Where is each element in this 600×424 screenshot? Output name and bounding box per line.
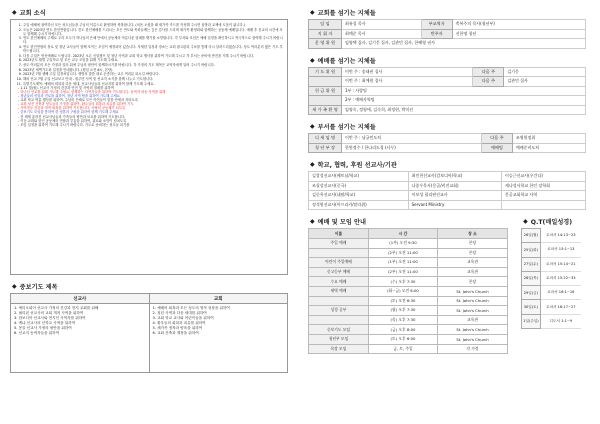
diamond-icon: ◆: [12, 283, 17, 290]
sched-col-name: 이름: [309, 229, 369, 239]
prayer-col-church: 교회: [149, 294, 288, 304]
worship-value-2: 김기웅: [504, 67, 586, 77]
mission-cell: 이보성 필리핀선교사: [408, 191, 501, 201]
news-item: 1. 주일 예배에 참여하신 모든 성도님들을 주님의 이름으로 환영하며 축복합니다. (처음 오셨을 때 새가족 카드를 작성해 주시면 심방과 교제에 도움이 됩니다.): [23, 23, 283, 27]
schedule-name: 성경 공부: [309, 306, 369, 316]
qt-row: [522, 300, 582, 314]
staff-row: [309, 29, 586, 39]
worship-value-2: 김관민 집사: [504, 77, 586, 87]
news-box: [10, 19, 288, 275]
news-item: 2. 오늘은 2023년 연도 한인연합입니다. 전도 한인예배를 드리시는 모든 연도와 목회들께는 깊은 감사를 드리며 새가족 환영회와 함께하는 공동체 예배입니다. 예배 후 친교의 시간에 모두 함께해 주시기 바랍니다.: [23, 28, 283, 36]
mission-cell: 나종우목사(몽골/비전교회): [408, 181, 501, 191]
schedule-place: 본당: [438, 277, 508, 287]
news-item: 6. 2023년도 월별 주일학교 및 모든 교우 모임을 위해 기도해 주세요.: [23, 58, 283, 62]
schedule-time: (금) 오후 8:00: [368, 325, 437, 335]
schedule-row: [309, 248, 508, 258]
prayer-sub-item: - 교회 성전 건축과 성도들의 가정을 위하여, 환우들의 회복과 치유를 위하여 기도: [18, 102, 134, 107]
qt-reading: 로마서 14:13~23: [540, 229, 581, 243]
prayer-sub-item: - 중보기도 모임을 통하여 한 영혼의 구원을 위하여 함께 기도해 주세요: [18, 110, 119, 115]
staff-row: [309, 39, 586, 49]
worship-row: [309, 77, 586, 87]
schedule-row: [309, 344, 508, 354]
church-prayer-item: 6. 교회 건축과 재정을 위하여: [152, 331, 199, 335]
prayer-sub-item: - 청년들의 신앙과 진로를 위하여, 청년 사역 팀을 위하여 기도해 주세요: [18, 94, 120, 99]
qt-day: 26일(월): [522, 229, 541, 243]
schedule-row: [309, 306, 508, 316]
mission-row: [309, 181, 586, 191]
mission-prayer-item: 6. 선교지 동역자들을 위하여: [14, 331, 60, 335]
diamond-icon: ◆: [310, 218, 315, 225]
staff-label-2: 부교역자: [421, 20, 452, 30]
staff-value: 최유성 목사: [342, 20, 422, 30]
qt-title: ◆ Q.T(매일성경): [523, 218, 573, 226]
qt-row: [522, 314, 582, 328]
qt-day: 28일(목): [522, 271, 541, 285]
staff-value-2: 축복주의 목사(청년부): [452, 20, 585, 30]
mission-prayer-item: 2. 필리핀 선교사의 교회 개척 사역을 위하여: [14, 311, 84, 315]
schedule-name: [309, 248, 369, 258]
qt-row: [522, 286, 582, 300]
prayer-table: [10, 293, 288, 373]
sched-col-place: 장 소: [438, 229, 508, 239]
prayer-sub-item: - 이웃 교회와 한인 공동체의 연합과 부흥을 위하여, 위로와 소망이 넘치도록: [18, 118, 127, 123]
qt-reading: 디도서 1:1~9: [540, 314, 581, 328]
schedule-time: (수) 오후 7:30: [368, 277, 437, 287]
schedule-row: [309, 258, 508, 268]
schedule-place: 교육관: [438, 258, 508, 268]
worship-title: ◆ 예배를 섬기는 지체들: [310, 56, 376, 65]
schedule-row: [309, 239, 508, 249]
sched-col-time: 시 간: [368, 229, 437, 239]
schedule-time: (1부) 오전 11:00: [368, 258, 437, 268]
qt-day: 27일(수): [522, 257, 541, 271]
schedule-time: (화~금) 오전 6:00: [368, 286, 437, 296]
schedule-row: [309, 267, 508, 277]
schedule-table: [308, 228, 508, 354]
diamond-icon: ◆: [310, 56, 315, 64]
worship-value: 임영숙, 정영애, 김숙희, 최정현, 박미선: [342, 105, 586, 115]
mission-prayer-item: 5. 몽골 선교사 가정의 평안을 위하여: [14, 326, 72, 330]
branch-row: [309, 134, 586, 144]
schedule-name: 수요 예배: [309, 277, 369, 287]
branch-value-2: 예배준비도처: [512, 143, 585, 153]
worship-value: 2부 : 예배사역팀: [342, 96, 586, 106]
worship-label: [309, 96, 342, 106]
schedule-row: [309, 286, 508, 296]
worship-label: 기 도 위 원: [309, 67, 342, 77]
news-list: [15, 23, 283, 86]
worship-label: [309, 77, 342, 87]
worship-label: 새 가 족 환 영: [309, 105, 342, 115]
prayer-sub-list: [15, 86, 283, 126]
prayer-sub-item: - 1.11 빛(원), 선교사 가정의 건강과 안전 및 사역의 열매를 위하여: [18, 86, 114, 91]
qt-day: 29일(금): [522, 286, 541, 300]
qt-row: [522, 229, 582, 243]
worship-label-2: 다음 주: [473, 67, 504, 77]
left-page: [10, 8, 288, 416]
church-prayer-item: 4. 환우들의 회복과 치유를 위하여: [152, 321, 206, 325]
schedule-name: 새벽 예배: [309, 286, 369, 296]
mission-cell: [501, 200, 585, 210]
worship-row: [309, 67, 586, 77]
schedule-title: ◆ 예배 및 모임 안내: [310, 218, 366, 226]
schedule-time: (목) 오후 7:30: [368, 315, 437, 325]
news-item: 11. 특별기도제목: 예배의 회복과 다음 세대, 선교사님들과 선교지를 위하여 함께 기도해 주세요.: [23, 82, 283, 86]
schedule-row: [309, 325, 508, 335]
worship-row: [309, 86, 586, 96]
prayer-church-cell: [149, 304, 288, 373]
prayer-title: ◆ 중보기도 제목: [12, 283, 58, 291]
staff-label-2: 반주자: [421, 29, 452, 39]
mission-cell: 김창성선교사(베트남/학교): [309, 172, 409, 182]
branch-row: [309, 143, 586, 153]
mission-table: [308, 171, 586, 210]
mission-row: [309, 172, 586, 182]
mission-cell: 조칠상선교사(중국): [309, 181, 409, 191]
schedule-row: [309, 277, 508, 287]
schedule-place: St. John's Church: [438, 306, 508, 316]
branch-label: 디 새 임 명: [309, 134, 342, 144]
prayer-sub-item: - 하나님 선교를 위해 기도해 주세요. 함께하는 사역자들을 위하여 기도합니다. 동역자 파송 사역을 위해: [18, 90, 166, 95]
diamond-icon: ◆: [523, 218, 528, 225]
schedule-row: [309, 296, 508, 306]
mission-cell: 이승근선교사(우간다): [501, 172, 585, 182]
mission-cell: Servant Ministry: [408, 200, 501, 210]
prayer-sub-item: - 교회 학교 여름 행사를 위하여. 주님의 은혜로 모든 아이들이 말씀 안에서 자라도록: [18, 98, 138, 103]
qt-reading: 로마서 15:14~21: [540, 257, 581, 271]
worship-value: 이번 주 : 송태권 집사: [342, 67, 473, 77]
schedule-time: 금, 토, 주일: [368, 344, 437, 354]
news-item: 7. 성도 여러분의 모든 가정과 일터 위에 주님의 평안이 함께하시기를 바랍니다. 각 가정의 기도 제목은 교역자에게 알려 주시기 바랍니다.: [23, 63, 283, 67]
church-prayer-item: 2. 청년 사역과 다음 세대를 위하여: [152, 311, 207, 315]
church-prayer-item: 1. 예배의 회복과 모든 성도의 영적 성장을 위하여: [152, 306, 230, 310]
mission-cell: 최인천선교사(캄보디아/학교): [408, 172, 501, 182]
branch-table: [308, 133, 586, 153]
mission-cell: 케냐성서학교 한인 장학회: [501, 181, 585, 191]
schedule-time: (월) 오후 7:30: [368, 306, 437, 316]
staff-table: [308, 19, 586, 49]
staff-value-2: 선한명 청년: [452, 29, 585, 39]
branch-value-2: 조영원정취: [512, 134, 585, 144]
prayer-sub-item: - 사역자들 건강과 영적 회복을 위하여 기도합니다. 사랑의 공동체가 되도록: [18, 106, 126, 111]
diamond-icon: ◆: [310, 9, 315, 16]
qt-reading: 로마서 15:1~13: [540, 243, 581, 257]
church-prayer-item: 3. 교회 학교 교사와 어린이들을 위하여: [152, 316, 214, 320]
schedule-time: (2부) 오전 11:00: [368, 267, 437, 277]
branch-value: 이번 주 : 남궁민도처: [342, 134, 482, 144]
church-prayer-item: 5. 새가족 정착과 양육을 위하여: [152, 326, 203, 330]
schedule-time: (토) 오전 6:30: [368, 296, 437, 306]
mission-prayer-item: 1. 에티오피아 선교사 가정의 건강과 현지 교회를 위해: [14, 306, 99, 310]
right-page: [308, 8, 586, 416]
mission-cell: 정석원선교사(아프리카/말라위): [309, 200, 409, 210]
schedule-place: 본당: [438, 239, 508, 249]
staff-label: 담 임: [309, 20, 342, 30]
schedule-place: 각 가정: [438, 344, 508, 354]
schedule-name: 어린이 주일예배: [309, 258, 369, 268]
news-item: 9. 2023년 7월 셋째 주일 일정표입니다. 생명의 말씀 대로 순종하는 교우 여러분 되시길 바랍니다.: [23, 72, 283, 76]
mission-row: [309, 200, 586, 210]
news-item: 3. 연도 한인예배의 주제로 우리 모두가 하나님의 은혜 안에서 공동체의 아름다운 열매를 맺기를 소망합니다. 각 부서와 모임은 예배 일정을 확인하시고 적극적으로 참여해 주시기 바랍니다.: [23, 36, 283, 44]
qt-reading: 로마서 15:22~33: [540, 271, 581, 285]
branch-label: 청 년 부 장: [309, 143, 342, 153]
schedule-time: (2부) 오전 11:00: [368, 248, 437, 258]
staff-row: [309, 20, 586, 30]
staff-title: ◆ 교회를 섬기는 지체들: [310, 9, 376, 17]
branch-value: 한빛정수 / 한나리도경 (사무): [342, 143, 482, 153]
branch-label-2: 다음 주: [481, 134, 512, 144]
mission-row: [309, 191, 586, 201]
staff-label: 지 휘 자: [309, 29, 342, 39]
schedule-place: St. John's Church: [438, 325, 508, 335]
worship-row: [309, 96, 586, 106]
worship-value: 이번 주 : 최예원 집사: [342, 77, 473, 87]
schedule-place: 본당: [438, 248, 508, 258]
schedule-place: 교육관: [438, 315, 508, 325]
schedule-name: 청년부 모임: [309, 334, 369, 344]
mission-cell: 몽골교회학교 사역: [501, 191, 585, 201]
news-item: 8. 2023년 새벽기도회 일정을 안내합니다. (평일 오전 6시, 본당): [23, 68, 283, 72]
schedule-place: St. John's Church: [438, 286, 508, 296]
staff-value: 최예준 목사: [342, 29, 422, 39]
worship-label: 헌 금 위 원: [309, 86, 342, 96]
qt-row: [522, 257, 582, 271]
prayer-sub-item: - 모임 일정을 위하여 기도해 주시기 바랍니다. 기도로 준비하는 성도들 되기를: [18, 122, 130, 127]
worship-label-2: 다음 주: [473, 77, 504, 87]
qt-day: 25일(화): [522, 243, 541, 257]
schedule-name: 중고등부 예배: [309, 267, 369, 277]
qt-table: [521, 228, 581, 329]
prayer-sub-item: - 전 세계 흩어진 선교사님들과 가족들의 평안과 보호를 위하여 기도합니다.: [18, 114, 126, 119]
mission-prayer-item: 3. 캄보디아 선교사와 현지인 사역자를 위하여: [14, 316, 86, 320]
schedule-time: (토) 오후 6:00: [368, 334, 437, 344]
qt-row: [522, 271, 582, 285]
schedule-name: [309, 315, 369, 325]
worship-row: [309, 105, 586, 115]
news-item: 5. 다음 주일은 헌신예배로 드립니다. 2023년 오픈 신앙캠프 및 청년 사역과 교회 학교 행사를 위하여 기도해 주시고 각 부서는 준비에 만전을 기해 주시기 바랍니다.: [23, 54, 283, 58]
news-title: ◆ 교회 소식: [12, 9, 46, 17]
qt-reading: 로마서 16:1~16: [540, 286, 581, 300]
schedule-row: [309, 334, 508, 344]
qt-day: 30일(토): [522, 300, 541, 314]
news-item: 4. 연도 한인연합의 장로 및 청년 교사들이 함께 모이는 모임이 예정되어 있습니다. 자세한 일정과 장소는 교회 광고판과 주보를 통해 다시 알려드리겠습니다. 성도 여러분의 많은 기도 부탁드립니다.: [23, 45, 283, 53]
staff-label: 운 영 위 원: [309, 39, 342, 49]
schedule-place: St. John's Church: [438, 296, 508, 306]
qt-day: 1일(주일): [522, 314, 541, 328]
schedule-row: [309, 315, 508, 325]
diamond-icon: ◆: [310, 161, 315, 168]
staff-value: 임영택 집사, 김기웅 집사, 김관민 집사, 한혜영 권사: [342, 39, 586, 49]
schedule-name: 목장 모임: [309, 344, 369, 354]
news-item: 10. 해외 선교 7월 주일 선교보고 안내 - 원주민 사역 및 선교지 소식을 함께 나누고 기도합니다.: [23, 77, 283, 81]
mission-title: ◆ 학교, 협력, 후원 선교사/기관: [310, 161, 397, 169]
worship-table: [308, 67, 586, 116]
schedule-name: [309, 296, 369, 306]
prayer-col-mission: 선교사: [11, 294, 150, 304]
mission-cell: 김중옥선교사(네팔/학교): [309, 191, 409, 201]
worship-value: 1부 : 사랑팀: [342, 86, 586, 96]
branch-title: ◆ 부서를 섬기는 지체들: [310, 123, 376, 131]
schedule-name: 주일 예배: [309, 239, 369, 249]
branch-label-2: 예배팀: [481, 143, 512, 153]
schedule-name: 중보기도 모임: [309, 325, 369, 335]
diamond-icon: ◆: [310, 123, 315, 130]
prayer-mission-cell: [11, 304, 150, 373]
qt-row: [522, 243, 582, 257]
qt-reading: 로마서 16:17~27: [540, 300, 581, 314]
schedule-time: (1부) 오전 9:30: [368, 239, 437, 249]
diamond-icon: ◆: [12, 9, 17, 16]
schedule-place: 교육관: [438, 267, 508, 277]
mission-prayer-item: 4. 케냐 선교사의 신학교 사역을 위하여: [14, 321, 76, 325]
schedule-place: St. John's Church: [438, 334, 508, 344]
